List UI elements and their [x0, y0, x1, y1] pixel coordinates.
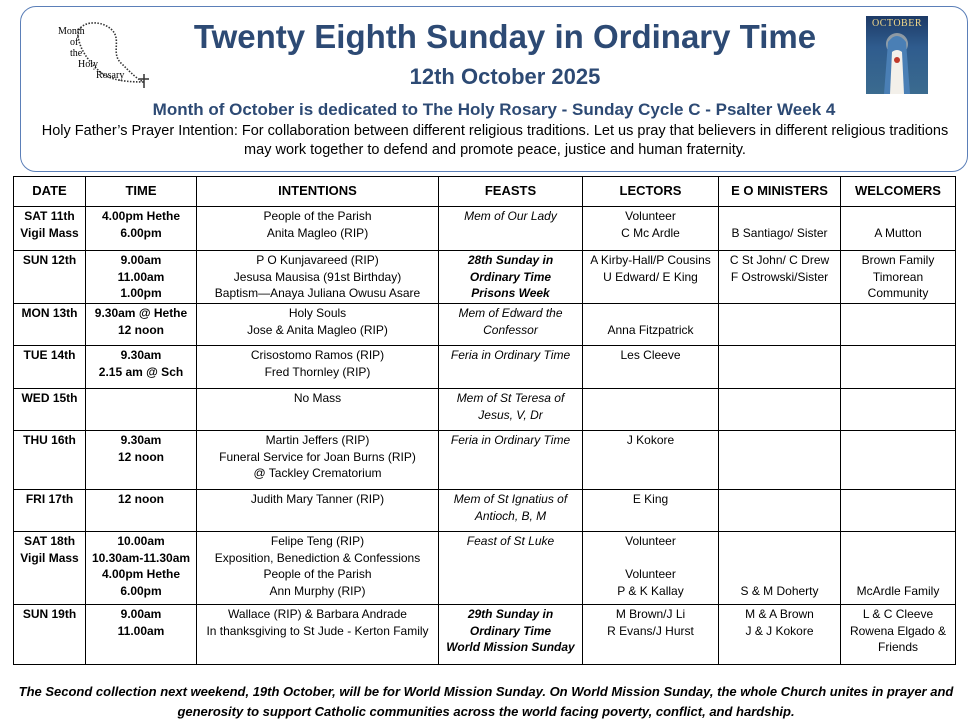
cell-line: Jesusa Mausisa (91st Birthday) [233, 269, 402, 284]
cell-line: SUN 19th [22, 607, 77, 621]
cell-line: M & A Brown [745, 607, 814, 621]
cell-line: 12 noon [117, 449, 164, 464]
page-title: Twenty Eighth Sunday in Ordinary Time [193, 18, 817, 55]
cell-line: M Brown/J Li [615, 607, 686, 621]
cell-eo-ministers [719, 346, 841, 389]
logo-text-1: Month [58, 26, 85, 37]
cell-line: Anna Fitzpatrick [607, 322, 694, 337]
cell-date [14, 532, 86, 605]
logo-text-4: Holy [78, 59, 98, 70]
header-lectors: LECTORS [583, 177, 719, 207]
cell-line: Vigil Mass [20, 225, 79, 240]
cell-line: 2.15 am @ Sch [98, 364, 184, 379]
table-header-row [14, 177, 956, 207]
cell-eo-ministers [719, 490, 841, 532]
cell-feast [439, 304, 583, 346]
cell-welcomers [841, 389, 956, 431]
cell-eo-ministers [719, 532, 841, 605]
cell-time [86, 389, 197, 431]
cell-date [14, 304, 86, 346]
cell-line: Timorean [872, 269, 924, 284]
cell-line: P O Kunjavareed (RIP) [256, 253, 379, 267]
cell-line: Feria in Ordinary Time [450, 433, 571, 447]
cell-feast [439, 490, 583, 532]
cell-welcomers [841, 532, 956, 605]
cell-line: Mem of St Ignatius of [453, 492, 568, 506]
cell-intentions [197, 389, 439, 431]
cell-line: No Mass [293, 391, 342, 405]
cell-line: S & M Doherty [740, 583, 819, 598]
cell-line: People of the Parish [263, 567, 372, 581]
cell-welcomers [841, 490, 956, 532]
cell-line: Exposition, Benediction & Confessions [214, 550, 421, 565]
logo-text-3: the [70, 48, 83, 59]
cell-line: Brown Family [861, 253, 935, 267]
cell-line: A Mutton [874, 225, 922, 240]
cell-line: Feria in Ordinary Time [450, 348, 571, 362]
cell-line: 9.00am [120, 607, 162, 621]
cell-lectors [583, 532, 719, 605]
cell-line: Wallace (RIP) & Barbara Andrade [228, 607, 407, 621]
cell-time [86, 346, 197, 389]
cell-line: @ Tackley Crematorium [253, 466, 382, 480]
cell-intentions [197, 207, 439, 251]
cell-lectors [583, 207, 719, 251]
cell-intentions [197, 304, 439, 346]
cell-line: 4.00pm Hethe [101, 209, 181, 223]
cell-date [14, 207, 86, 251]
table-row [14, 431, 956, 490]
cell-line: Ordinary Time [469, 623, 552, 638]
cell-lectors [583, 605, 719, 665]
cell-line: THU 16th [23, 433, 76, 447]
cell-line: SAT 18th [23, 534, 76, 548]
cell-eo-ministers [719, 389, 841, 431]
cell-lectors [583, 346, 719, 389]
cell-line: Mem of Edward the [458, 306, 563, 320]
cell-intentions [197, 251, 439, 304]
cell-time [86, 251, 197, 304]
table-row [14, 490, 956, 532]
cell-line: Volunteer [625, 209, 676, 223]
cell-line: Volunteer [625, 567, 676, 581]
cell-line: Fred Thornley (RIP) [264, 364, 371, 379]
cell-eo-ministers [719, 431, 841, 490]
cell-line: Jose & Anita Magleo (RIP) [247, 322, 388, 337]
cell-line: R Evans/J Hurst [607, 623, 694, 638]
cell-line: 28th Sunday in [467, 253, 554, 267]
header-intentions: INTENTIONS [197, 177, 439, 207]
cell-line: Martin Jeffers (RIP) [265, 433, 370, 447]
cell-line: People of the Parish [263, 209, 372, 223]
cell-line: C St John/ C Drew [729, 253, 830, 267]
cell-line [844, 533, 952, 550]
cell-line: 9.00am [120, 253, 162, 267]
cell-eo-ministers [719, 251, 841, 304]
cell-eo-ministers [719, 605, 841, 665]
cell-time [86, 304, 197, 346]
cell-time [86, 431, 197, 490]
cell-feast [439, 207, 583, 251]
prayer-intention: Holy Father’s Prayer Intention: For collaboration between different religious traditions. Let us pray that believers in different religious traditions may work together to defend and promote peace, justice and human fraternity. [41, 123, 949, 158]
cell-line: Antioch, B, M [474, 508, 547, 523]
cell-line: L & C Cleeve [862, 607, 934, 621]
cell-welcomers [841, 431, 956, 490]
cell-lectors [583, 389, 719, 431]
cell-line: 10.00am [117, 534, 165, 548]
cell-line [722, 566, 837, 583]
cell-line: Jesus, V, Dr [478, 407, 543, 422]
cell-date [14, 490, 86, 532]
table-row [14, 605, 956, 665]
cell-line: E King [632, 492, 669, 506]
cell-time [86, 605, 197, 665]
cell-line: Judith Mary Tanner (RIP) [250, 492, 385, 506]
cell-line: Les Cleeve [620, 348, 681, 362]
cell-line: 1.00pm [120, 286, 162, 300]
cell-line: SUN 12th [22, 253, 77, 267]
dedication-line: Month of October is dedicated to The Holy Rosary - Sunday Cycle C - Psalter Week 4 [152, 100, 836, 119]
cell-line: 6.00pm [120, 583, 162, 598]
cell-intentions [197, 490, 439, 532]
cell-line: Prisons Week [471, 286, 550, 300]
madonna-figure-icon [866, 16, 928, 94]
cell-time [86, 490, 197, 532]
cell-eo-ministers [719, 207, 841, 251]
cell-line: 12 noon [117, 492, 164, 506]
cell-feast [439, 346, 583, 389]
cell-line: McArdle Family [856, 583, 940, 598]
cell-line: Holy Souls [288, 306, 347, 320]
cell-line: F Ostrowski/Sister [730, 269, 829, 284]
cell-line [586, 550, 715, 567]
cell-line [844, 208, 952, 225]
cell-line: Felipe Teng (RIP) [270, 534, 365, 548]
cell-line [722, 533, 837, 550]
cell-date [14, 431, 86, 490]
cell-line: World Mission Sunday [446, 640, 575, 654]
header-feasts: FEASTS [439, 177, 583, 207]
cell-line: WED 15th [21, 391, 78, 405]
footer-note: The Second collection next weekend, 19th October, will be for World Mission Sunday. On World Mission Sunday, the whole Church unites in prayer and generosity to support Catholic communities across the world facing poverty, conflict, and hardship. [18, 684, 954, 719]
cell-line: Ann Murphy (RIP) [269, 583, 366, 598]
logo-text-5: Rosary [96, 70, 125, 81]
cell-line: 11.00am [117, 269, 165, 284]
cell-line: 9.30am [120, 348, 162, 362]
cell-line: J & J Kokore [745, 623, 814, 638]
cell-lectors [583, 490, 719, 532]
cell-feast [439, 431, 583, 490]
cell-line: Volunteer [625, 534, 676, 548]
table-row [14, 304, 956, 346]
cell-feast [439, 251, 583, 304]
cell-line: A Kirby-Hall/P Cousins [590, 253, 711, 267]
cell-line: P & K Kallay [617, 583, 684, 598]
cell-line [844, 550, 952, 567]
cell-line: In thanksgiving to St Jude - Kerton Family [206, 623, 429, 638]
cell-line: Rowena Elgado & [849, 623, 947, 638]
cell-feast [439, 389, 583, 431]
cell-date [14, 251, 86, 304]
cell-intentions [197, 346, 439, 389]
cell-eo-ministers [719, 304, 841, 346]
cell-lectors [583, 431, 719, 490]
cell-lectors [583, 304, 719, 346]
october-cover-image [866, 16, 928, 94]
cell-line: MON 13th [21, 306, 78, 320]
logo-text-2: of [70, 37, 79, 48]
cell-time [86, 207, 197, 251]
cell-line: Community [867, 286, 929, 300]
table-row [14, 346, 956, 389]
header-welcomers: WELCOMERS [841, 177, 956, 207]
cell-line: TUE 14th [23, 348, 76, 362]
cell-line [586, 305, 715, 322]
cell-welcomers [841, 304, 956, 346]
cell-date [14, 346, 86, 389]
schedule-table [13, 176, 956, 665]
header-date: DATE [14, 177, 86, 207]
table-row [14, 389, 956, 431]
cell-welcomers [841, 207, 956, 251]
cell-intentions [197, 431, 439, 490]
cell-line [722, 208, 837, 225]
cell-line: Anita Magleo (RIP) [266, 225, 369, 240]
cell-intentions [197, 532, 439, 605]
cell-feast [439, 605, 583, 665]
table-row [14, 207, 956, 251]
header-time: TIME [86, 177, 197, 207]
cell-line: 9.30am @ Hethe [94, 306, 188, 320]
table-row [14, 251, 956, 304]
cell-line: 11.00am [117, 623, 165, 638]
cell-feast [439, 532, 583, 605]
cell-welcomers [841, 251, 956, 304]
cell-line: Baptism—Anaya Juliana Owusu Asare [214, 286, 421, 300]
cell-welcomers [841, 346, 956, 389]
cell-line: C Mc Ardle [621, 225, 680, 240]
cell-line [844, 566, 952, 583]
cell-date [14, 605, 86, 665]
cell-line: J Kokore [626, 433, 675, 447]
cell-time [86, 532, 197, 605]
cell-line: Feast of St Luke [466, 534, 555, 548]
cell-line [722, 550, 837, 567]
cell-line: Crisostomo Ramos (RIP) [250, 348, 385, 362]
cell-line: SAT 11th [24, 209, 75, 223]
cell-line: 6.00pm [120, 225, 162, 240]
cell-lectors [583, 251, 719, 304]
cell-line: B Santiago/ Sister [731, 225, 828, 240]
cell-date [14, 389, 86, 431]
header-eo-ministers: E O MINISTERS [719, 177, 841, 207]
cell-line: Funeral Service for Joan Burns (RIP) [219, 449, 416, 464]
cell-line: Mem of St Teresa of [456, 391, 565, 405]
cell-line: Friends [877, 640, 918, 654]
cell-welcomers [841, 605, 956, 665]
cover-label: OCTOBER [872, 18, 922, 29]
page-date: 12th October 2025 [409, 64, 601, 89]
cell-line: 4.00pm Hethe [101, 567, 181, 581]
cell-line: Mem of Our Lady [464, 209, 557, 223]
cell-intentions [197, 605, 439, 665]
cell-line: Vigil Mass [20, 550, 79, 565]
cell-line: 29th Sunday in [467, 607, 554, 621]
cell-line: 9.30am [120, 433, 162, 447]
table-row [14, 532, 956, 605]
cell-line: Ordinary Time [469, 269, 552, 284]
cell-line: FRI 17th [25, 492, 74, 506]
cell-line: U Edward/ E King [603, 269, 698, 284]
cell-line: Confessor [483, 322, 538, 337]
cell-line: 12 noon [117, 322, 164, 337]
cell-line: 10.30am-11.30am [91, 550, 191, 565]
